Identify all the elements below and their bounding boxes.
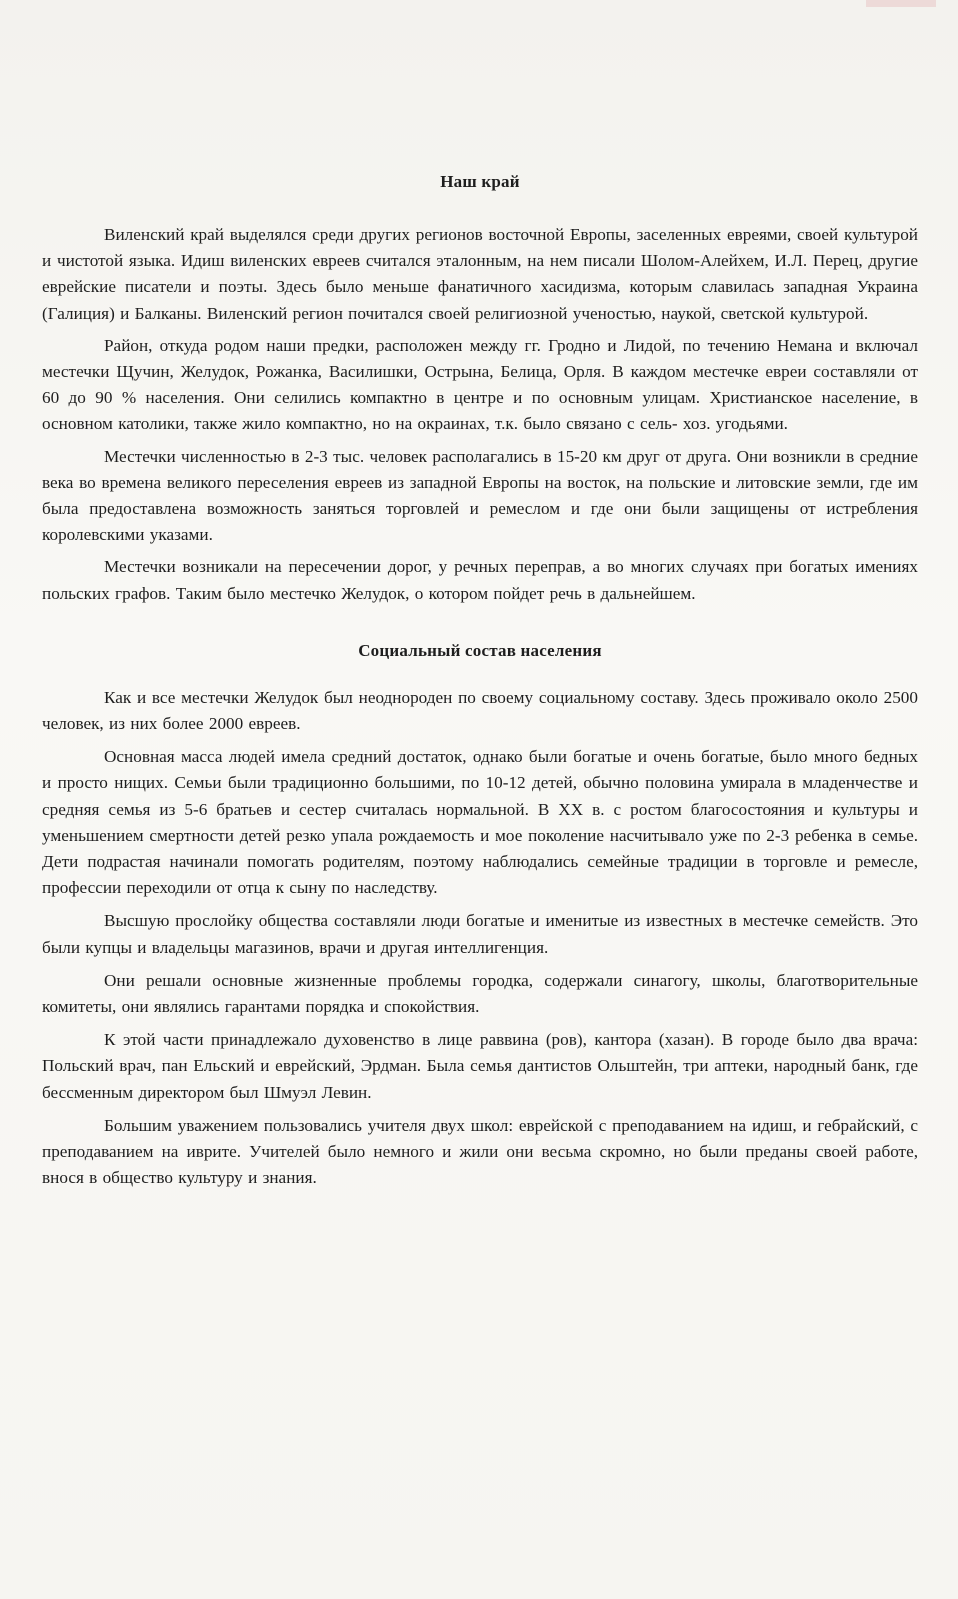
- paragraph: Местечки возникали на пересечении дорог, у речных переправ, а во многих случаях при богатых имениях польских графов. Таким было местечко Желудок, о котором пойдет речь в дальнейшем.: [42, 557, 918, 603]
- paragraph: Местечки численностью в 2-3 тыс. человек располагались в 15-20 км друг от друга. Они возникли в средние века во времена великого переселения евреев из западной Европы на восток, на польские и литовские земли, где им была предоставлена возможность заняться торговлей и ремеслом и где они были защищены от истребления королевскими указами.: [42, 446, 918, 545]
- paragraph: Район, откуда родом наши предки, расположен между гг. Гродно и Лидой, по течению Немана и включал местечки Щучин, Желудок, Рожанка, Василишки, Острына, Белица, Орля. В каждом местечке евреи составляли от 60 до 90 % населения. Они селились компактно в центре и по основным улицам. Христианское население, в основном католики, также жило компактно, но на окраинах, т.к. было связано с сель- хоз. угодьями.: [42, 335, 918, 434]
- paragraph: Основная масса людей имела средний достаток, однако были богатые и очень богатые, было много бедных и просто нищих. Семьи были традиционно большими, по 10-12 детей, обычно половина умирала в младенчестве и средняя семья из 5-6 братьев и сестер считалась нормальной. В XX в. с ростом благосостояния и культуры и уменьшением смертности детей резко упала рождаемость и мое поколение насчитывало уже по 2-3 ребенка в семье. Дети подрастая начинали помогать родителям, поэтому наблюдались семейные традиции в торговле и ремесле, профессии переходили от отца к сыну по наследству.: [42, 747, 918, 898]
- scan-edge-mark: [866, 0, 936, 7]
- document-content: [42, 172, 918, 1192]
- paragraph: Они решали основные жизненные проблемы городка, содержали синагогу, школы, благотворительные комитеты, они являлись гарантами порядка и спокойствия.: [42, 970, 918, 1017]
- section-social-composition: [42, 685, 918, 1192]
- section-our-region: [42, 222, 918, 607]
- paragraph: Как и все местечки Желудок был неоднороден по своему социальному составу. Здесь проживало около 2500 человек, из них более 2000 евреев.: [42, 687, 918, 734]
- paragraph: Виленский край выделялся среди других регионов восточной Европы, заселенных евреями, своей культурой и чистотой языка. Идиш виленских евреев считался эталонным, на нем писали Шолом-Алейхем, И.Л. Перец, другие еврейские писатели и поэты. Здесь было меньше фанатичного хасидизма, которым славилась западная Украина (Галиция) и Балканы. Виленский регион почитался своей религиозной ученостью, наукой, светской культурой.: [42, 225, 918, 323]
- page-title: Наш край: [440, 172, 520, 191]
- paragraph: Большим уважением пользовались учителя двух школ: еврейской с преподаванием на идиш, и гебрайский, с преподаванием на иврите. Учителей было немного и жили они весьма скромно, но были преданы своей работе, внося в общество культуру и знания.: [42, 1115, 918, 1188]
- paragraph: Высшую прослойку общества составляли люди богатые и именитые из известных в местечке семейств. Это были купцы и владельцы магазинов, врачи и другая интеллигенция.: [42, 911, 918, 957]
- paragraph: К этой части принадлежало духовенство в лице раввина (ров), кантора (хазан). В городе было два врача: Польский врач, пан Ельский и еврейский, Эрдман. Была семья дантистов Ольштейн, три аптеки, народный банк, где бессменным директором был Шмуэл Левин.: [42, 1030, 918, 1102]
- section-heading: Социальный состав населения: [358, 640, 602, 660]
